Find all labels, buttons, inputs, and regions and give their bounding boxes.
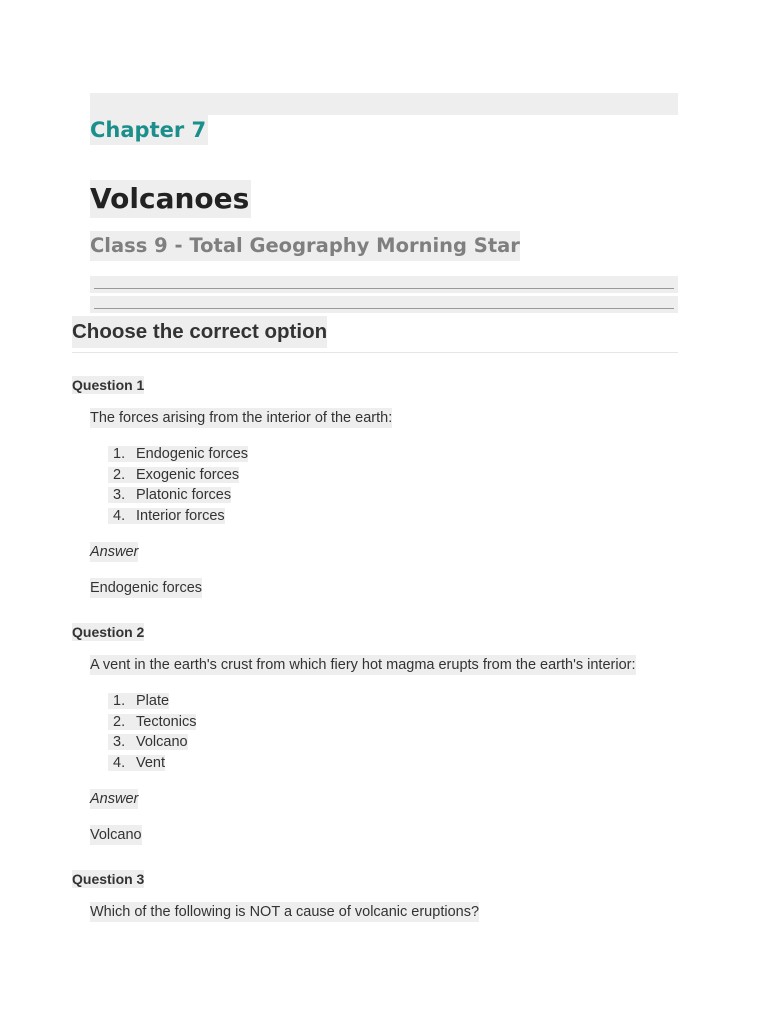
question-label: Question 1: [72, 377, 145, 393]
question-label: Question 2: [72, 624, 145, 640]
answer-text: Volcano: [90, 827, 142, 843]
answer-label: Answer: [90, 791, 139, 807]
option-number: 3.: [113, 487, 126, 503]
answer-label: Answer: [90, 544, 139, 560]
option-text: Platonic forces: [136, 487, 232, 503]
option-number: 4.: [113, 754, 126, 771]
option-text: Interior forces: [136, 507, 225, 524]
question-text: The forces arising from the interior of the earth:: [90, 410, 393, 426]
option-item: [108, 465, 248, 486]
answer-text: Endogenic forces: [90, 580, 203, 596]
section-divider: [72, 352, 678, 353]
header-highlight-band: [90, 93, 678, 115]
option-number: 2.: [113, 713, 126, 730]
horizontal-rule: [90, 276, 678, 293]
option-text: Vent: [136, 754, 166, 771]
page-subtitle: Class 9 - Total Geography Morning Star: [90, 231, 520, 261]
option-text: Exogenic forces: [136, 466, 240, 483]
chapter-label: Chapter 7: [90, 115, 208, 145]
option-item: [108, 691, 196, 712]
option-number: 3.: [113, 734, 126, 750]
horizontal-rule: [90, 296, 678, 313]
option-number: 2.: [113, 466, 126, 483]
option-item: [108, 444, 248, 465]
option-number: 4.: [113, 507, 126, 524]
option-item: [108, 753, 196, 774]
section-title: Choose the correct option: [72, 316, 327, 348]
option-text: Plate: [136, 693, 170, 709]
option-number: 1.: [113, 693, 126, 709]
option-item: [108, 732, 196, 753]
option-text: Endogenic forces: [136, 446, 249, 462]
option-item: [108, 506, 248, 527]
option-text: Volcano: [136, 734, 188, 750]
option-list: [108, 444, 248, 526]
option-list: [108, 691, 196, 773]
question-label: Question 3: [72, 871, 145, 887]
page-title: Volcanoes: [90, 180, 251, 218]
option-item: [108, 485, 248, 506]
question-text: Which of the following is NOT a cause of volcanic eruptions?: [90, 904, 480, 920]
question-text: A vent in the earth's crust from which fiery hot magma erupts from the earth's interior:: [90, 657, 636, 673]
option-item: [108, 712, 196, 733]
option-number: 1.: [113, 446, 126, 462]
option-text: Tectonics: [136, 713, 197, 730]
